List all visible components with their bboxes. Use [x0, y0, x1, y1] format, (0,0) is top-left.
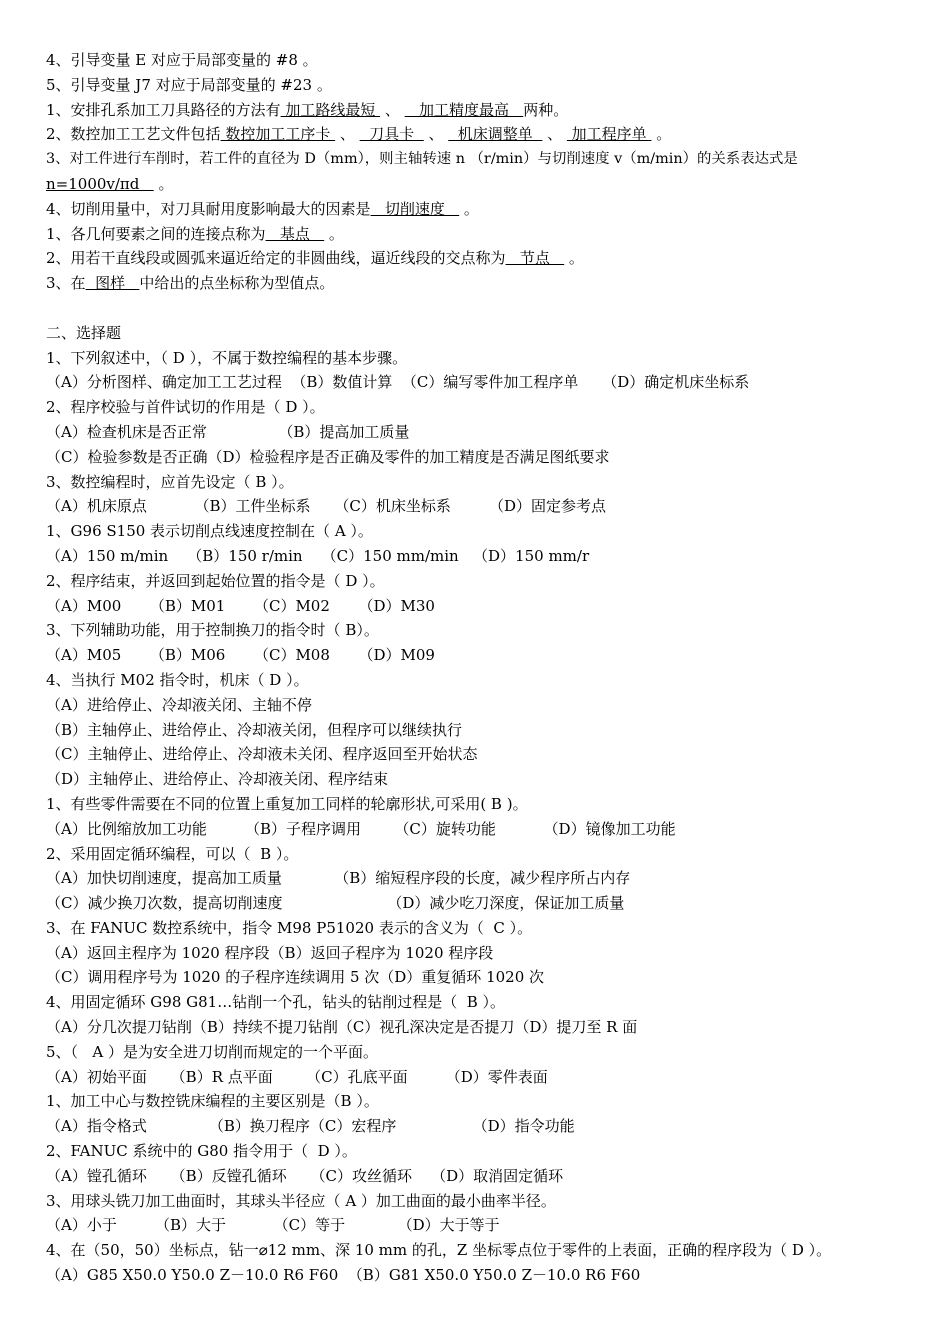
- document-page: [46, 48, 916, 1288]
- question-line: （A）G85 X50.0 Y50.0 Z－10.0 R6 F60 （B）G81 X50.0 Y50.0 Z－10.0 R6 F60: [46, 1266, 641, 1285]
- question-line: 2、采用固定循环编程，可以（ B ）。: [46, 844, 299, 863]
- question-line: 2、FANUC 系统中的 G80 指令用于（ D ）。: [46, 1142, 357, 1161]
- question-line: （A）初始平面 （B）R 点平面 （C）孔底平面 （D）零件表面: [46, 1067, 548, 1086]
- question-line: （A）进给停止、冷却液关闭、主轴不停: [46, 695, 312, 714]
- answer-blank: 加工路线最短: [280, 100, 381, 119]
- question-line: （B）主轴停止、进给停止、冷却液关闭，但程序可以继续执行: [46, 720, 463, 739]
- answer-blank: 基点: [265, 224, 325, 243]
- answer-blank: 加工精度最高: [404, 100, 524, 119]
- question-line: 1、有些零件需要在不同的位置上重复加工同样的轮廓形状,可采用( B )。: [46, 794, 528, 813]
- question-line: 1、下列叙述中，（ D ），不属于数控编程的基本步骤。: [46, 348, 408, 367]
- question-line: 5、（ A ）是为安全进刀切削而规定的一个平面。: [46, 1042, 378, 1061]
- question-line: （A）指令格式 （B）换刀程序（C）宏程序 （D）指令功能: [46, 1117, 575, 1136]
- answer-blank: 刀具卡: [359, 125, 424, 144]
- fill-line: 1、各几何要素之间的连接点称为 基点 。: [46, 224, 344, 243]
- choice-questions: [46, 346, 916, 1288]
- fill-line: 3、在 图样 中给出的点坐标称为型值点。: [46, 274, 335, 293]
- fill-line: 2、数控加工工艺文件包括 数控加工工序卡 、 刀具卡 、 机床调整单 、 加工程序单 。: [46, 125, 672, 144]
- question-line: 3、数控编程时，应首先设定（ B ）。: [46, 472, 294, 491]
- question-line: （C）减少换刀次数，提高切削速度 （D）减少吃刀深度，保证加工质量: [46, 894, 625, 913]
- fill-line: 4、切削用量中，对刀具耐用度影响最大的因素是 切削速度 。: [46, 199, 479, 218]
- question-line: （A）加快切削速度，提高加工质量 （B）缩短程序段的长度，减少程序所占内存: [46, 869, 631, 888]
- question-line: （C）主轴停止、进给停止、冷却液未关闭、程序返回至开始状态: [46, 745, 478, 764]
- fill-line: 1、安排孔系加工刀具路径的方法有 加工路线最短 、 加工精度最高 两种。: [46, 100, 569, 119]
- question-line: （A）镗孔循环 （B）反镗孔循环 （C）攻丝循环 （D）取消固定循环: [46, 1166, 564, 1185]
- question-line: （A）M00 （B）M01 （C）M02 （D）M30: [46, 596, 435, 615]
- answer-blank: 加工程序单: [566, 125, 652, 144]
- question-line: （A）150 m/min （B）150 r/min （C）150 mm/min （D）150 mm/r: [46, 546, 590, 565]
- section-title: 二、选择题: [46, 323, 122, 342]
- fill-line: 3、对工件进行车削时，若工件的直径为 D（mm），则主轴转速 n （r/min）与切削速度 v（m/min）的关系表达式是: [46, 151, 798, 168]
- question-line: 3、用球头铣刀加工曲面时，其球头半径应（ A ）加工曲面的最小曲率半径。: [46, 1191, 556, 1210]
- question-line: （C）调用程序号为 1020 的子程序连续调用 5 次（D）重复循环 1020 次: [46, 968, 545, 987]
- answer-formula: n=1000v/πd: [46, 174, 154, 193]
- answer-blank: 切削速度: [370, 199, 460, 218]
- question-line: （A）分析图样、确定加工工艺过程 （B）数值计算 （C）编写零件加工程序单 （D）确定机床坐标系: [46, 373, 750, 392]
- answer-blank: 图样: [85, 274, 140, 293]
- question-line: 4、用固定循环 G98 G81…钻削一个孔，钻头的钻削过程是（ B ）。: [46, 993, 506, 1012]
- question-line: （A）比例缩放加工功能 （B）子程序调用 （C）旋转功能 （D）镜像加工功能: [46, 819, 676, 838]
- question-line: （A）分几次提刀钻削（B）持续不提刀钻削（C）视孔深决定是否提刀（D）提刀至 R 面: [46, 1018, 638, 1037]
- spacer: [46, 296, 916, 321]
- question-line: 3、下列辅助功能，用于控制换刀的指令时（ B）。: [46, 621, 379, 640]
- fill-line: 5、引导变量 J7 对应于局部变量的 #23 。: [46, 75, 332, 94]
- question-line: （D）主轴停止、进给停止、冷却液关闭、程序结束: [46, 770, 389, 789]
- question-line: （A）M05 （B）M06 （C）M08 （D）M09: [46, 646, 435, 665]
- fill-line: n=1000v/πd 。: [46, 174, 174, 193]
- fill-line: 2、用若干直线段或圆弧来逼近给定的非圆曲线，逼近线段的交点称为 节点 。: [46, 249, 584, 268]
- answer-blank: 数控加工工序卡: [220, 125, 336, 144]
- question-line: （A）机床原点 （B）工件坐标系 （C）机床坐标系 （D）固定参考点: [46, 497, 607, 516]
- question-line: 1、加工中心与数控铣床编程的主要区别是（B ）。: [46, 1092, 379, 1111]
- question-line: 4、在（50，50）坐标点，钻一⌀12 mm、深 10 mm 的孔，Z 坐标零点位于零件的上表面，正确的程序段为（ D ）。: [46, 1241, 832, 1260]
- question-line: （C）检验参数是否正确（D）检验程序是否正确及零件的加工精度是否满足图纸要求: [46, 447, 610, 466]
- question-line: 1、G96 S150 表示切削点线速度控制在（ A ）。: [46, 522, 373, 541]
- answer-blank: 节点: [505, 249, 565, 268]
- question-line: （A）小于 （B）大于 （C）等于 （D）大于等于: [46, 1216, 500, 1235]
- fill-line: 4、引导变量 E 对应于局部变量的 #8 。: [46, 51, 318, 69]
- question-line: 4、当执行 M02 指令时，机床（ D ）。: [46, 670, 309, 689]
- question-line: （A）检查机床是否正常 （B）提高加工质量: [46, 422, 410, 441]
- question-line: 3、在 FANUC 数控系统中，指令 M98 P51020 表示的含义为（ C ）。: [46, 918, 533, 937]
- question-line: 2、程序校验与首件试切的作用是（ D ）。: [46, 398, 325, 417]
- question-line: 2、程序结束，并返回到起始位置的指令是（ D ）。: [46, 571, 385, 590]
- question-line: （A）返回主程序为 1020 程序段（B）返回子程序为 1020 程序段: [46, 943, 494, 962]
- answer-blank: 机床调整单: [448, 125, 543, 144]
